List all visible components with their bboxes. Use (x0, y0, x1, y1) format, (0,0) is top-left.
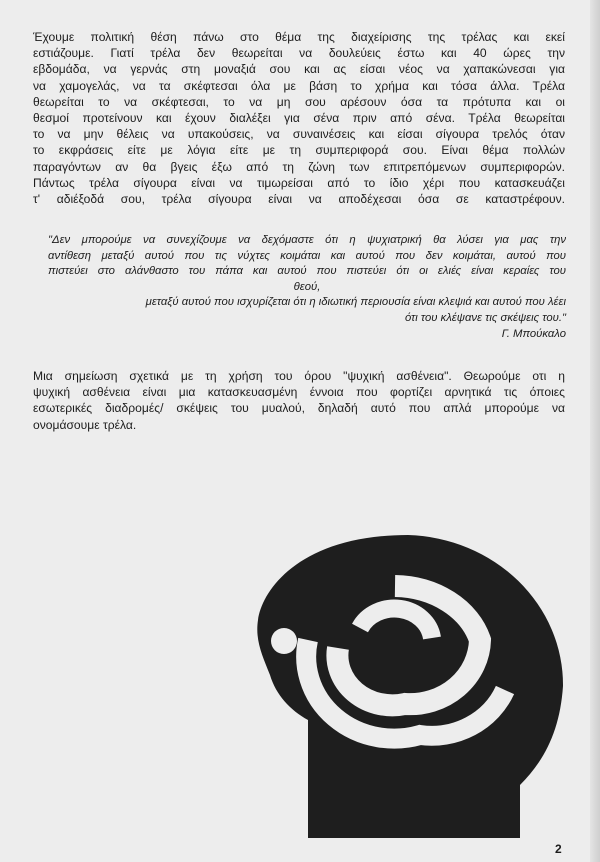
text-line: ψυχική ασθένεια είναι μια κατασκευασμένη έννοια που φορτίζει αρνητικά τις όποιες (33, 385, 565, 400)
text-line: τ' αδιέξοδά σου, τρέλα σίγουρα είναι να αποδέχεσαι όσα σε καταστρέφουν. (33, 192, 565, 207)
block-quote (48, 233, 566, 342)
quote-line: αντίθεση μεταξύ αυτού που τις νύχτες κοιμάται και αυτού που δεν κοιμάται, αυτού που (48, 249, 566, 262)
page-number: 2 (555, 842, 562, 856)
page-edge-shadow (590, 0, 600, 862)
text-line: εστιάζουμε. Γιατί τρέλα δεν θεωρείται να δουλεύεις έστω και 40 ώρες την (33, 46, 565, 61)
eye-dot (271, 628, 297, 654)
text-line: το να μην θέλεις να υπακούσεις, να συναινέσεις και είσαι σίγουρα τρελός όταν (33, 127, 565, 142)
text-line: θεσμοί προτείνουν και έχουν διαλέξει για σένα πριν από σένα. Τρέλα θεωρείται (33, 111, 565, 126)
text-line: Έχουμε πολιτική θέση πάνω στο θέμα της διαχείρισης της τρέλας και εκεί (33, 30, 565, 44)
body-paragraph-1 (33, 29, 565, 207)
quote-attribution: Γ. Μπούκαλο (501, 327, 566, 340)
text-line: το εκφράσεις είτε με λόγια είτε με τη συμπεριφορά σου. Είναι θέμα πολλών (33, 143, 565, 158)
text-line: Πάντως τρέλα σίγουρα είναι να τιμωρείσαι από το ίδιο χέρι που κατασκευάζει (33, 175, 565, 190)
text-line: εσωτερικές διαδρομές/ σκέψεις του μυαλού, δηλαδή αυτό που απλά μπορούμε να (33, 401, 565, 416)
quote-line: πιστεύει στο αλάνθαστο του πάπα και αυτού που πιστεύει ότι οι ελιές είναι κεραίες του (48, 265, 566, 278)
text-line: θεωρείται το να σκέφτεσαι, το να μη σου αρέσουν όσα τα πρότυπα και οι (33, 94, 565, 109)
head-spiral-logo-icon (244, 533, 570, 839)
quote-line: ότι του κλέψανε τις σκέψεις του." (404, 311, 566, 324)
body-paragraph-2 (33, 368, 565, 433)
text-line: ονομάσουμε τρέλα. (33, 417, 137, 432)
quote-line: μεταξύ αυτού που ισχυρίζεται ότι η ιδιωτική περιουσία είναι κλεψιά και αυτού που λέει (145, 296, 566, 309)
text-line: εβδομάδα, να γερνάς στη μοναξιά σου και ας είσαι νέος να χαπακώνεσαι για (33, 62, 565, 77)
text-line: να χαμογελάς, να τα σκέφτεσαι όλα με βάση το χρήμα και τόσα άλλα. Τρέλα (33, 78, 565, 93)
text-line: Μια σημείωση σχετικά με τη χρήση του όρου "ψυχική ασθένεια". Θεωρούμε οτι η (33, 369, 565, 383)
quote-line: θεού, (293, 280, 321, 293)
text-line: παραγόντων αν θα βγεις έξω από τη ζώνη των επιτρεπόμενων συμπεριφορών. (33, 159, 565, 174)
quote-line: "Δεν μπορούμε να συνεχίζουμε να δεχόμαστε ότι η ψυχιατρική θα λύσει για μας την (48, 234, 566, 246)
